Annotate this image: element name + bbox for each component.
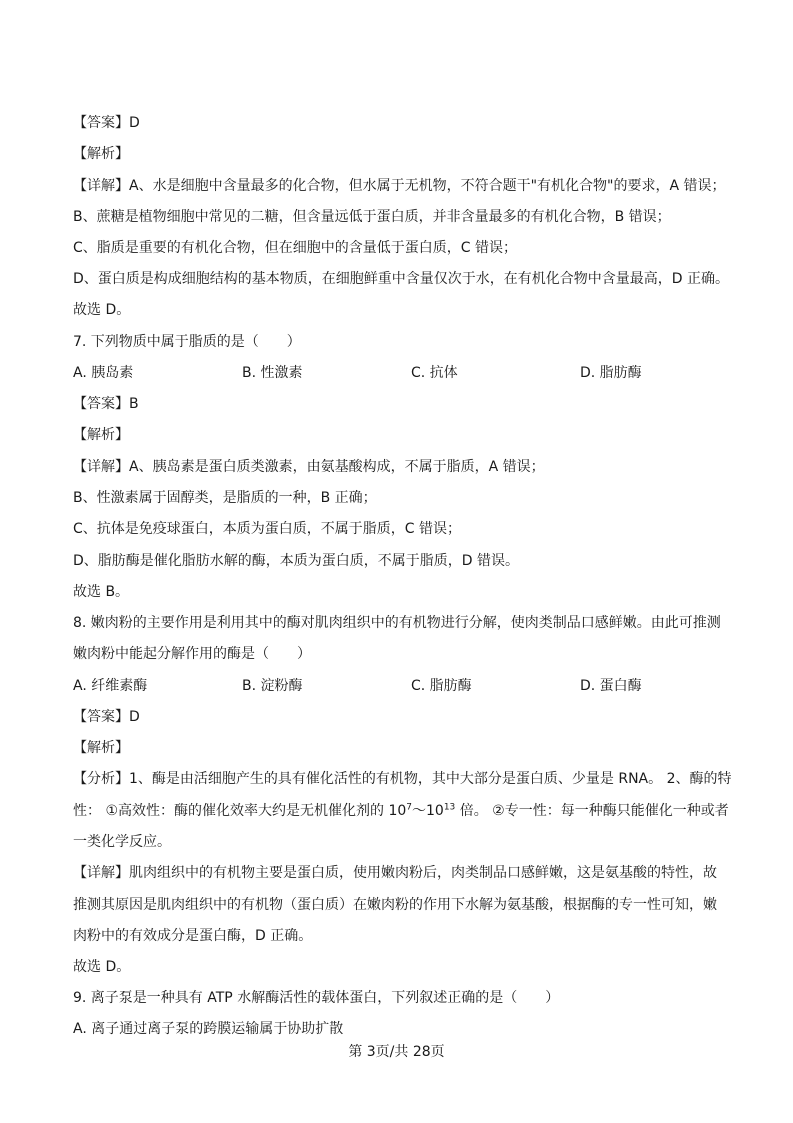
q8-detail-line3: 肉粉中的有效成分是蛋白酶，D 正确。 [73,928,313,944]
q7-detail-c: C、抗体是免疫球蛋白，本质为蛋白质，不属于脂质，C 错误； [73,521,461,537]
q6-answer: 【答案】D [73,115,140,131]
q8-option-c: C. 脂肪酶 [411,678,472,694]
q8-fenxi-line1: 【分析】1、酶是由活细胞产生的具有催化活性的有机物，其中大部分是蛋白质、少量是 RNA。 2、酶的特 [73,771,732,787]
q7-analysis-tag: 【解析】 [73,427,129,443]
page-footer: 第 3页/共 28页 [348,1044,445,1060]
q6-detail-d: D、蛋白质是构成细胞结构的基本物质，在细胞鲜重中含量仅次于水，在有机化合物中含量最高，D 正确。 [73,271,730,287]
q7-detail-a: 【详解】A、胰岛素是蛋白质类激素，由氨基酸构成，不属于脂质，A 错误； [73,459,545,475]
q8-fenxi-line2: 性： ①高效性：酶的催化效率大约是无机催化剂的 $10^7\sim 10^{13}$ 倍。 ②专一性：每一种酶只能催化一种或者 [73,802,729,819]
q8-stem-line2: 嫩肉粉中能起分解作用的酶是（ ） [73,646,311,662]
q8-analysis-tag: 【解析】 [73,740,129,756]
q8-choose: 故选 D。 [73,959,131,975]
q8-fenxi-line3: 一类化学反应。 [73,834,171,850]
q8-stem-line1: 8. 嫩肉粉的主要作用是利用其中的酶对肌肉组织中的有机物进行分解，使肉类制品口感鲜嫩。由此可推测 [73,615,721,631]
q7-detail-d: D、脂肪酶是催化脂肪水解的酶，本质为蛋白质，不属于脂质，D 错误。 [73,553,520,569]
q8-option-b: B. 淀粉酶 [242,678,303,694]
q6-detail-a: 【详解】A、水是细胞中含量最多的化合物，但水属于无机物，不符合题干"有机化合物"的要求，A 错误； [73,178,726,194]
q6-detail-b: B、蔗糖是植物细胞中常见的二糖，但含量远低于蛋白质，并非含量最多的有机化合物，B 错误； [73,209,671,225]
q7-answer: 【答案】B [73,396,139,412]
q8-option-a: A. 纤维素酶 [73,678,148,694]
q6-choose: 故选 D。 [73,302,131,318]
q8-detail-line2: 推测其原因是肌肉组织中的有机物（蛋白质）在嫩肉粉的作用下水解为氨基酸，根据酶的专一性可知，嫩 [73,897,717,913]
q8-option-d: D. 蛋白酶 [580,678,642,694]
q8-detail-line1: 【详解】肌肉组织中的有机物主要是蛋白质，使用嫩肉粉后，肉类制品口感鲜嫩，这是氨基酸的特性，故 [73,865,717,881]
q7-choose: 故选 B。 [73,584,130,600]
q9-stem: 9. 离子泵是一种具有 ATP 水解酶活性的载体蛋白，下列叙述正确的是（ ） [73,990,560,1006]
q7-option-a: A. 胰岛素 [73,365,134,381]
q7-option-b: B. 性激素 [242,365,303,381]
q7-stem: 7. 下列物质中属于脂质的是（ ） [73,334,301,350]
q8-answer: 【答案】D [73,709,140,725]
q7-detail-b: B、性激素属于固醇类，是脂质的一种，B 正确； [73,490,377,506]
q7-option-d: D. 脂肪酶 [580,365,642,381]
q6-analysis-tag: 【解析】 [73,146,129,162]
q6-detail-c: C、脂质是重要的有机化合物，但在细胞中的含量低于蛋白质，C 错误； [73,240,517,256]
q7-option-c: C. 抗体 [411,365,458,381]
q9-option-a: A. 离子通过离子泵的跨膜运输属于协助扩散 [73,1021,344,1037]
answer-tag: 【答案】 [73,115,129,131]
